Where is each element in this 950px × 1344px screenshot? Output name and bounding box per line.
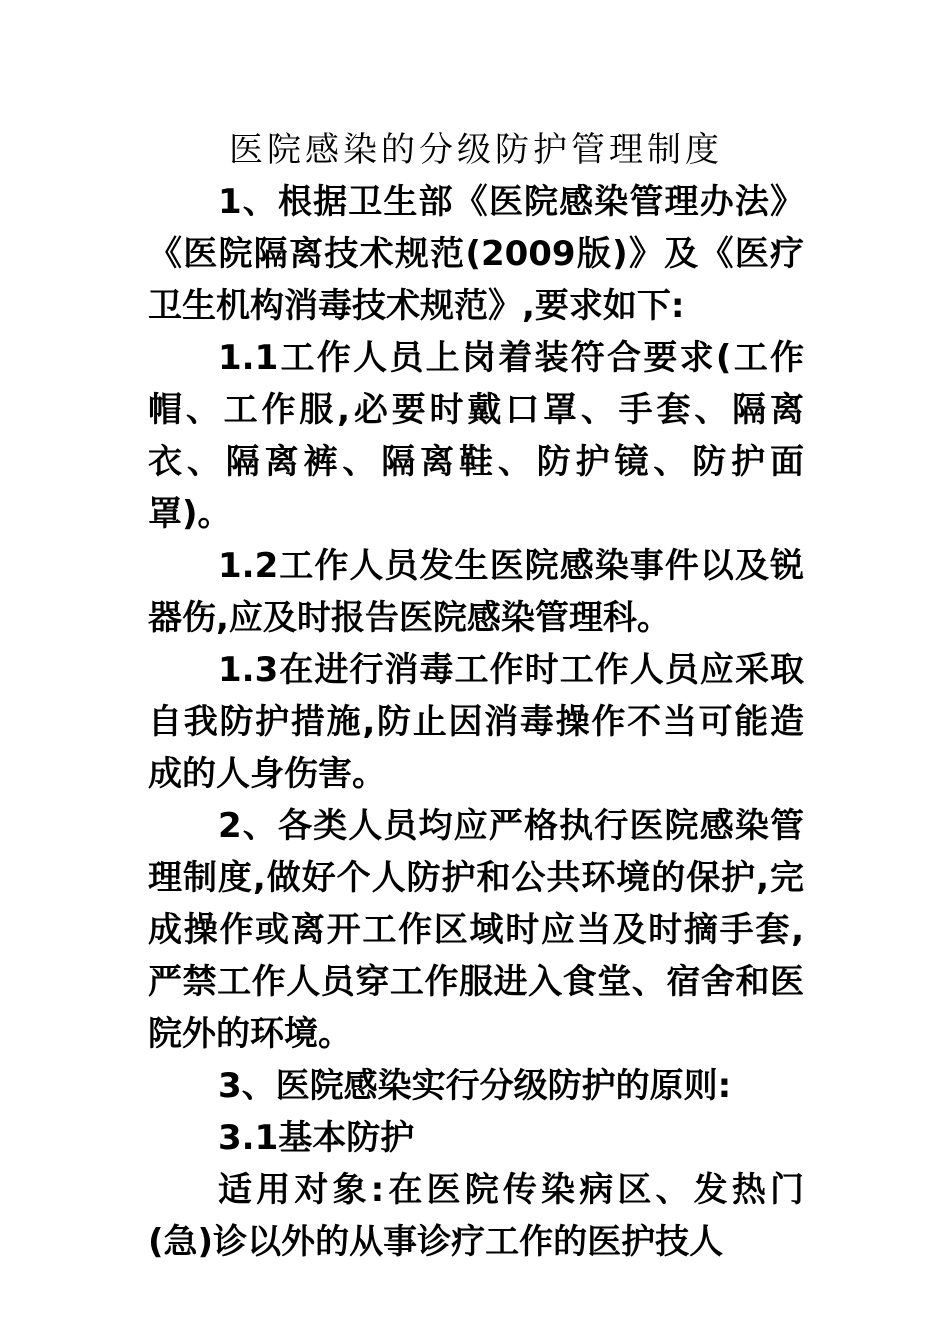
paragraph-applicable-objects: 适用对象:在医院传染病区、发热门(急)诊以外的从事诊疗工作的医护技人 — [148, 1170, 804, 1262]
paragraph-1-3-disinfection: 1.3在进行消毒工作时工作人员应采取自我防护措施,防止因消毒操作不当可能造成的人身伤害。 — [148, 650, 804, 794]
heading-3-1-basic-protection: 3.1基本防护 — [218, 1118, 415, 1158]
paragraph-2-personal-protection: 2、各类人员均应严格执行医院感染管理制度,做好个人防护和公共环境的保护,完成操作或离开工作区域时应当及时摘手套,严禁工作人员穿工作服进入食堂、宿舍和医院外的环境。 — [148, 806, 804, 1054]
paragraph-3-graded-protection: 3、医院感染实行分级防护的原则: — [218, 1066, 732, 1106]
paragraph-1-1-attire: 1.1工作人员上岗着装符合要求(工作帽、工作服,必要时戴口罩、手套、隔离衣、隔离裤、隔离鞋、防护镜、防护面罩)。 — [148, 338, 804, 534]
paragraph-1-2-reporting: 1.2工作人员发生医院感染事件以及锐器伤,应及时报告医院感染管理科。 — [148, 546, 804, 638]
document-title: 医院感染的分级防护管理制度 — [229, 130, 723, 170]
paragraph-regulation-basis: 1、根据卫生部《医院感染管理办法》《医院隔离技术规范(2009版)》及《医疗卫生机构消毒技术规范》,要求如下: — [148, 182, 804, 326]
document-page — [148, 124, 804, 1268]
